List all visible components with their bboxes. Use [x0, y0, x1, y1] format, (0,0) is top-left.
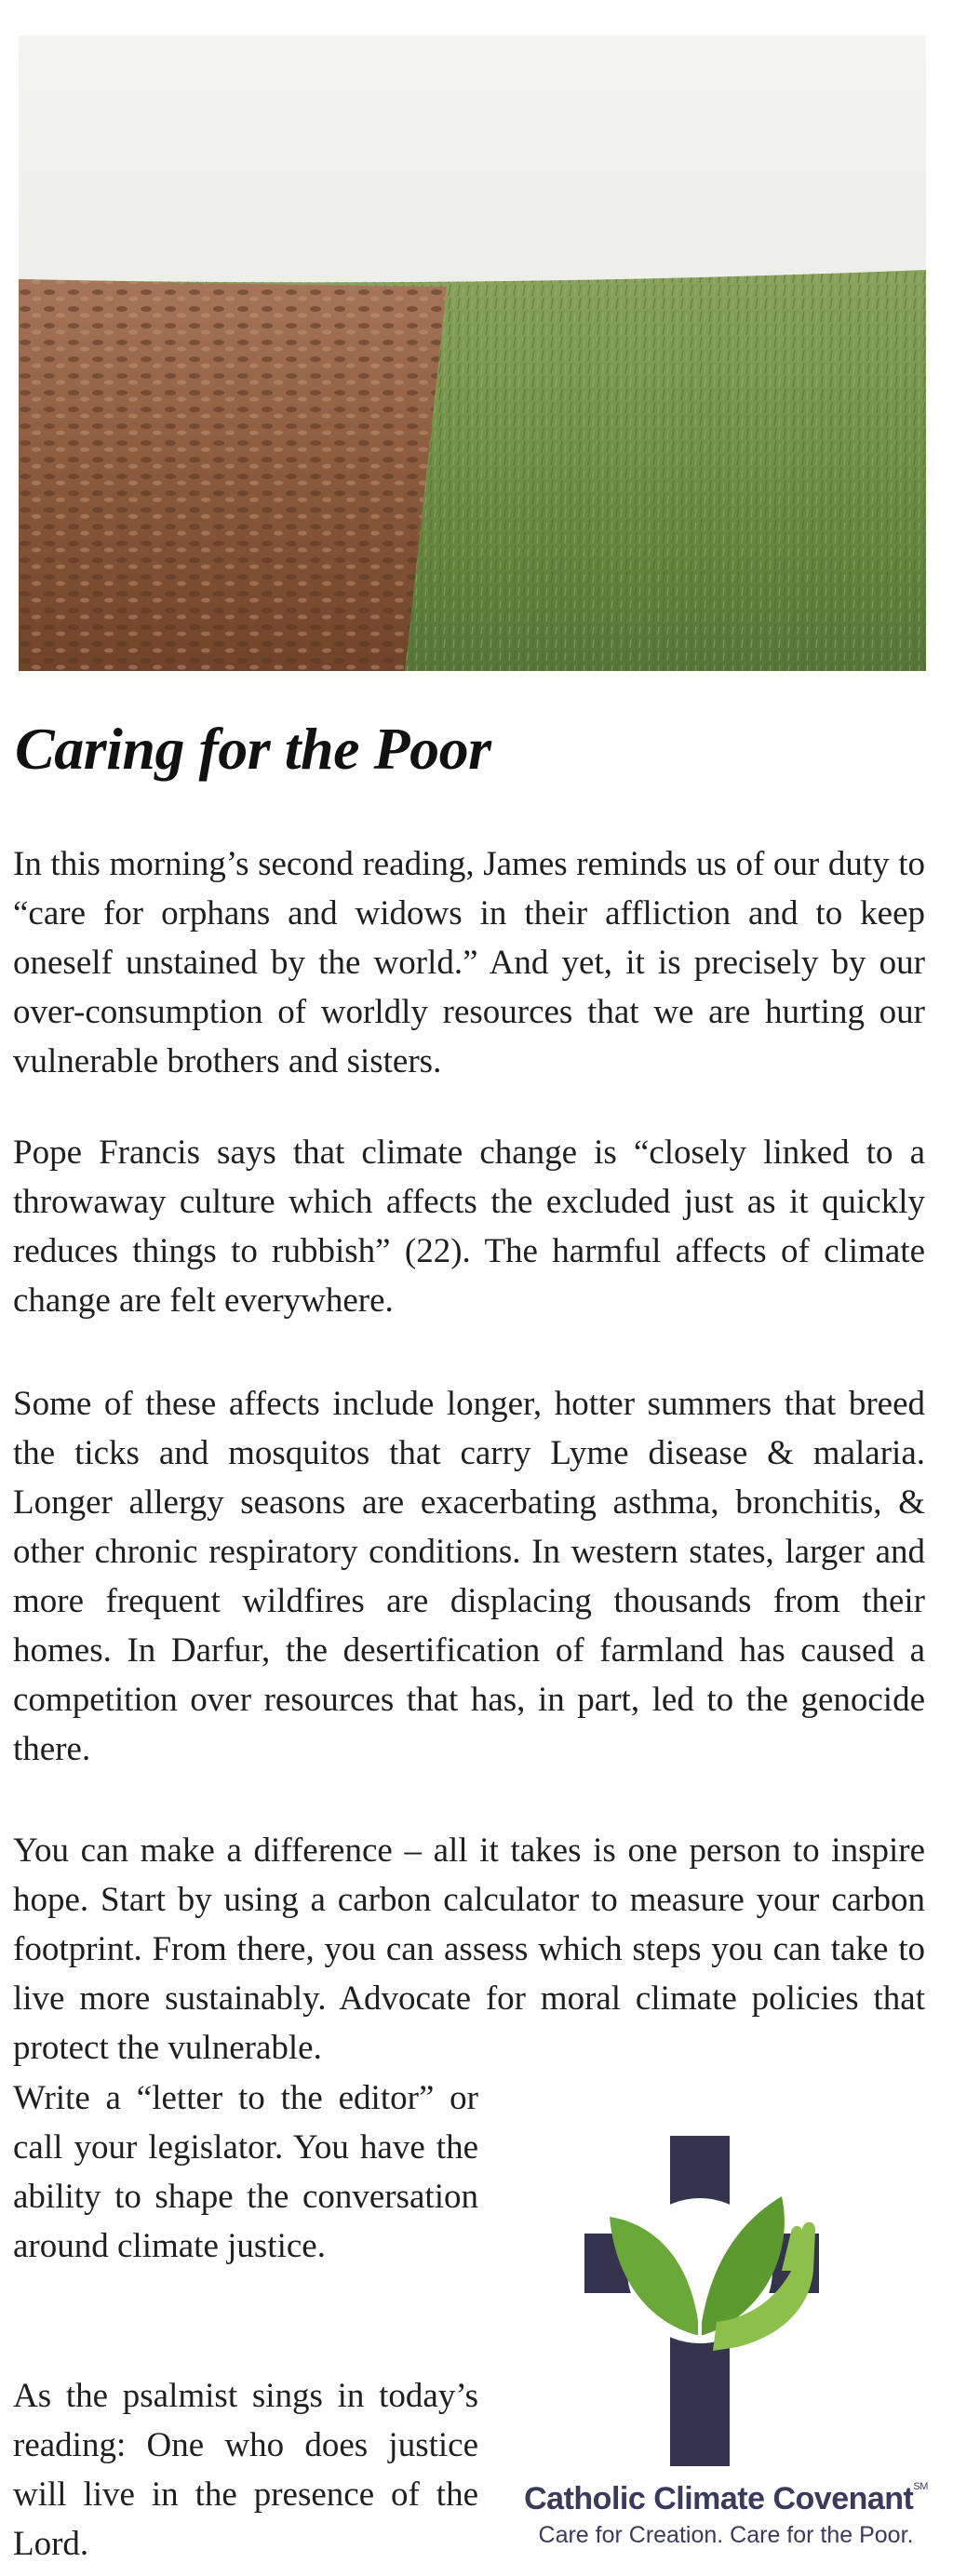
logo-tagline: Care for Creation. Care for the Poor.: [538, 2522, 914, 2548]
paragraph-climate-effects: Some of these affects include longer, hotter summers that breed the ticks and mosquitos that carry Lyme disease & malaria. Longer allergy seasons are exacerbating asthma, bronchitis, & other chronic respiratory conditions. In western states, larger and more frequent wildfires are displacing thousands from their homes. In Darfur, the desertification of farmland has caused a competition over resources that has, in part, led to the genocide there.: [13, 1385, 925, 1768]
logo-name: Catholic Climate Covenant℠: [524, 2481, 928, 2516]
paragraph-second-reading: In this morning’s second reading, James reminds us of our duty to “care for orphans and widows in their affliction and to keep oneself unstained by the world.” And yet, it is precisely by our over-consumption of worldly resources that we are hurting our vulnerable brothers and sisters.: [13, 845, 925, 1080]
paragraph-pope-francis: Pope Francis says that climate change is “closely linked to a throwaway culture which affects the excluded just as it quickly reduces things to rubbish” (22). The harmful affects of climate change are felt everywhere.: [13, 1134, 925, 1320]
paragraph-letter-to-editor: Write a “letter to the editor” or call your legislator. You have the ability to shape the conversation around climate justice.: [13, 2079, 478, 2265]
page-title: Caring for the Poor: [15, 716, 491, 782]
cross-leaf-hand-icon: [503, 2131, 949, 2475]
hero-image: [19, 35, 926, 671]
paragraph-psalmist: As the psalmist sings in today’s reading: One who does justice will live in the presence of the Lord.: [13, 2377, 478, 2563]
service-mark: SM: [913, 2481, 928, 2492]
split-field-photo-icon: [19, 35, 926, 671]
paragraph-make-a-difference: You can make a difference – all it takes is one person to inspire hope. Start by using a carbon calculator to measure your carbon footprint. From there, you can assess which steps you can take to live more sustainably. Advocate for moral climate policies that protect the vulnerable.: [13, 1831, 925, 2067]
catholic-climate-covenant-logo: [503, 2131, 949, 2559]
